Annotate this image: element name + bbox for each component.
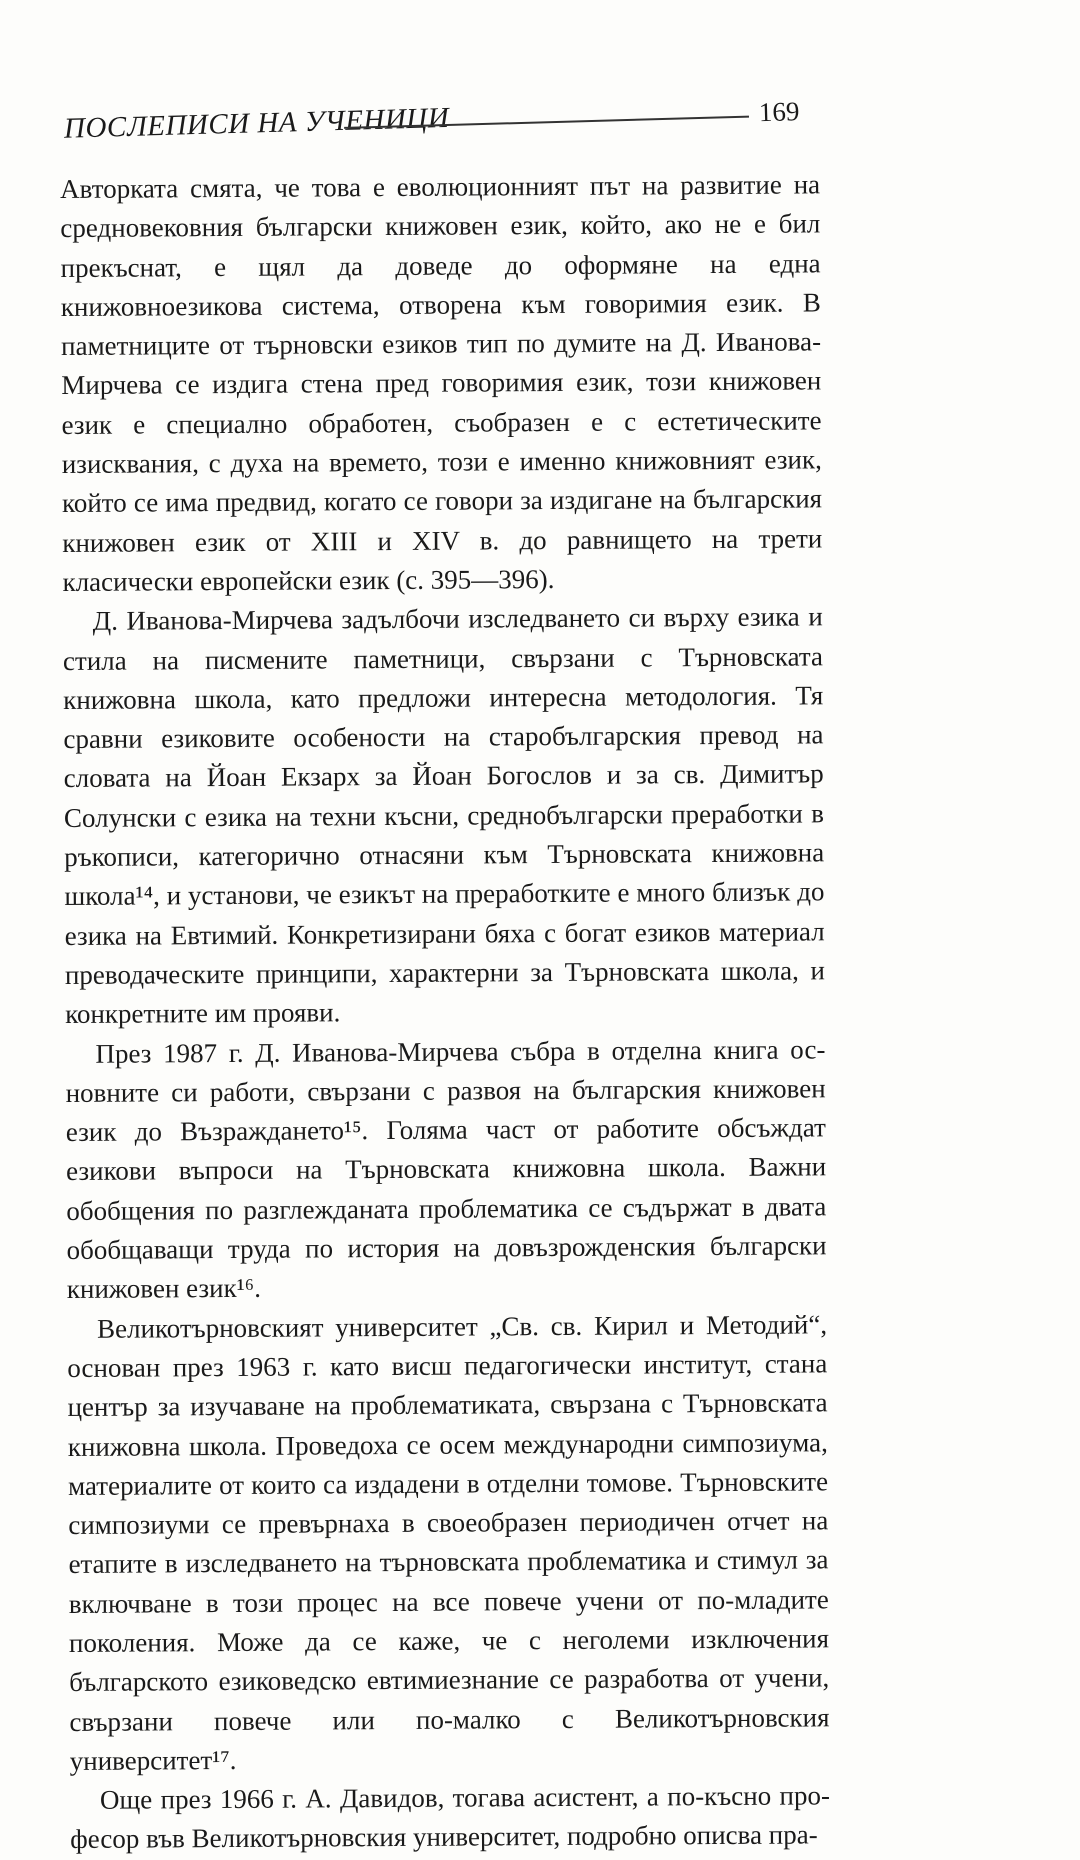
- running-title: ПОСЛЕПИСИ НА УЧЕНИЦИ: [63, 101, 450, 145]
- page-number: 169: [758, 96, 800, 128]
- paragraph: През 1987 г. Д. Иванова-Мирчева събра в отделна книга основните си работи, свързани с развоя на българския книжовен език до Възраждането¹⁵. Голяма част от работите обсъждат езикови въпроси на Търновската книжовна школа. Важни обобщения по разглежданата проблематика се съдържат в двата обобщаващи труда по история на довъзрожденския български книжовен език¹⁶.: [65, 1033, 827, 1305]
- paragraph: Д. Иванова-Мирчева задълбочи изследването си върху езика и стила на писмените паметници, свързани с Търновската книжовна школа, като предложи интересна методология. Тя сравни езиковите особености на старобългарския превод на словата на Йоан Екзарх за Йоан Богослов и за св. Димитър Солунски с езика на техни късни, среднобългарски преработки в ръкописи, категорично отнасяни към Търновската книжовна школа¹⁴, и установи, че езикът на преработките е много близък до езика на Евтимий. Конкретизирани бяха с богат езиков материал преводаческите принципи, характерни за Търновската школа, и конкретните им прояви.: [62, 601, 825, 1030]
- paragraph: Авторката смята, че това е еволюционният път на развитие на средновековния български книжовен език, който, ако не е бил прекъснат, е щял да доведе до оформяне на една книжовноезикова система, отворена към говоримия език. В паметниците от търновски езиков тип по думите на Д. Иванова-Мирчева се издига стена пред говоримия език, този книжовен език е специално обработен, съобразен е с естетическите изисквания, с духа на времето, този е именно книжовният език, който се има предвид, когато се говори за издигане на българския книжовен език от XIII и XIV в. до равнището на трети класически европейски език (с. 395—396).: [60, 169, 823, 597]
- paragraph: Още през 1966 г. А. Давидов, тогава асистент, а по-късно професор във Великотърновския университет, подробно описва пра-: [70, 1780, 831, 1855]
- page-header: [53, 84, 806, 149]
- body-text: [60, 165, 830, 1859]
- paragraph: Великотърновският университет „Св. св. Кирил и Методий“, основан през 1963 г. като висш педагогически институт, стана център за изучаване на проблематиката, свързана с Търновската книжовна школа. Проведоха се осем международни симпозиума, материалите от които са издадени в отделни томове. Търновските симпозиуми се превърнаха в своеобразен периодичен отчет на етапите в изследването на търновската проблематика и стимул за включване в този процес на все повече учени от по-младите поколения. Може да се каже, че с неголеми изключения българското езиковедско евтимиезнание се разработва от учени, свързани повече или по-малко с Великотърновския университет¹⁷.: [67, 1308, 830, 1776]
